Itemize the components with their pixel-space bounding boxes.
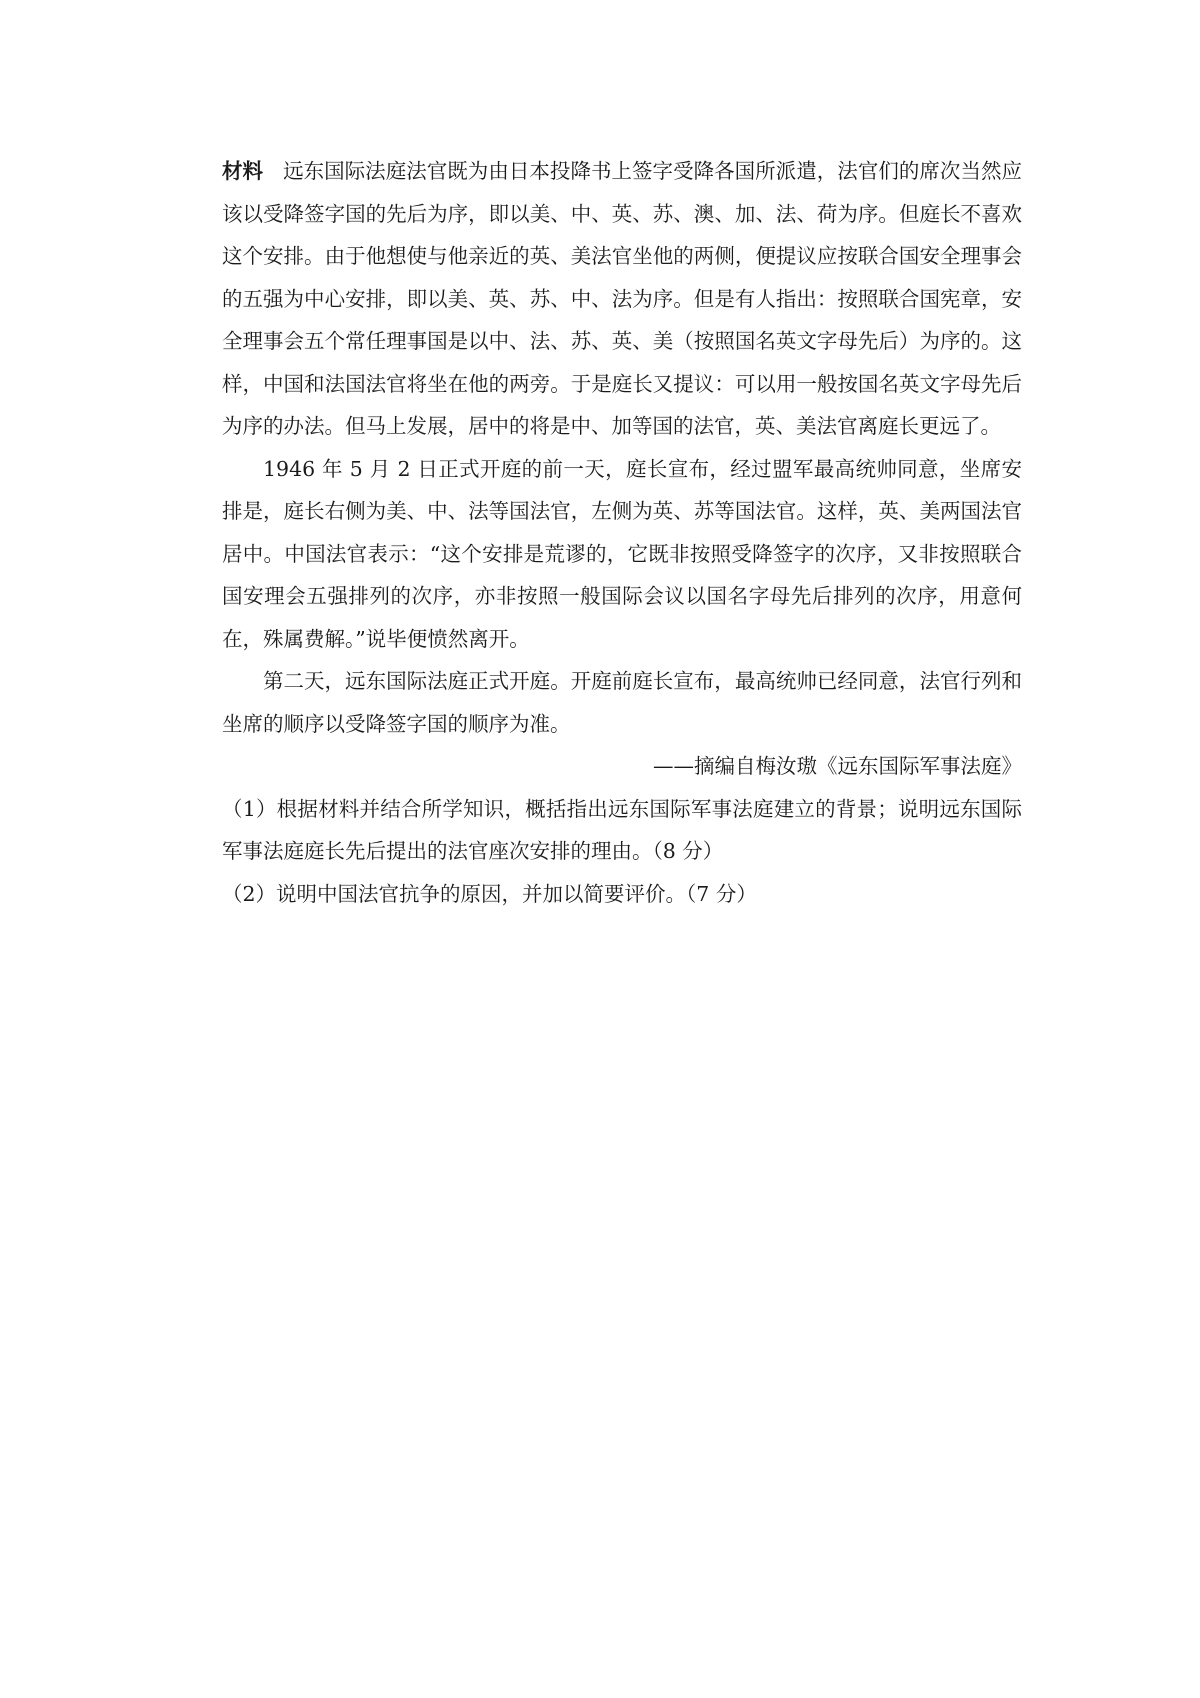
material-paragraph-3: 第二天，远东国际法庭正式开庭。开庭前庭长宣布，最高统帅已经同意，法官行列和坐席的顺序以受降签字国的顺序为准。 bbox=[222, 669, 1022, 736]
material-source-citation: ——摘编自梅汝璈《远东国际军事法庭》 bbox=[653, 754, 1022, 778]
question-1: （1）根据材料并结合所学知识，概括指出远东国际军事法庭建立的背景；说明远东国际军事法庭庭长先后提出的法官座次安排的理由。（8 分） bbox=[222, 796, 1022, 863]
material-paragraph-1-text: 远东国际法庭法官既为由日本投降书上签字受降各国所派遣，法官们的席次当然应该以受降签字国的先后为序，即以美、中、英、苏、澳、加、法、荷为序。但庭长不喜欢这个安排。由于他想使与他亲近的英、美法官坐他的两侧，便提议应按联合国安全理事会的五强为中心安排，即以美、英、苏、中、法为序。但是有人指出：按照联合国宪章，安全理事会五个常任理事国是以中、法、苏、英、美（按照国名英文字母先后）为序的。这样，中国和法国法官将坐在他的两旁。于是庭长又提议：可以用一般按国名英文字母先后为序的办法。但马上发展，居中的将是中、加等国的法官，英、美法官离庭长更远了。 bbox=[222, 159, 1023, 438]
material-label: 材料 bbox=[222, 159, 264, 183]
question-2: （2）说明中国法官抗争的原因，并加以简要评价。（7 分） bbox=[222, 881, 757, 906]
material-paragraph-1 bbox=[222, 150, 1022, 448]
exam-material-section bbox=[222, 150, 1022, 915]
material-paragraph-2: 1946 年 5 月 2 日正式开庭的前一天，庭长宣布，经过盟军最高统帅同意，坐席安排是，庭长右侧为美、中、法等国法官，左侧为英、苏等国法官。这样，英、美两国法官居中。中国法官表示：“这个安排是荒谬的，它既非按照受降签字的次序，又非按照联合国安理会五强排列的次序，亦非按照一般国际会议以国名字母先后排列的次序，用意何在，殊属费解。”说毕便愤然离开。 bbox=[222, 456, 1022, 651]
